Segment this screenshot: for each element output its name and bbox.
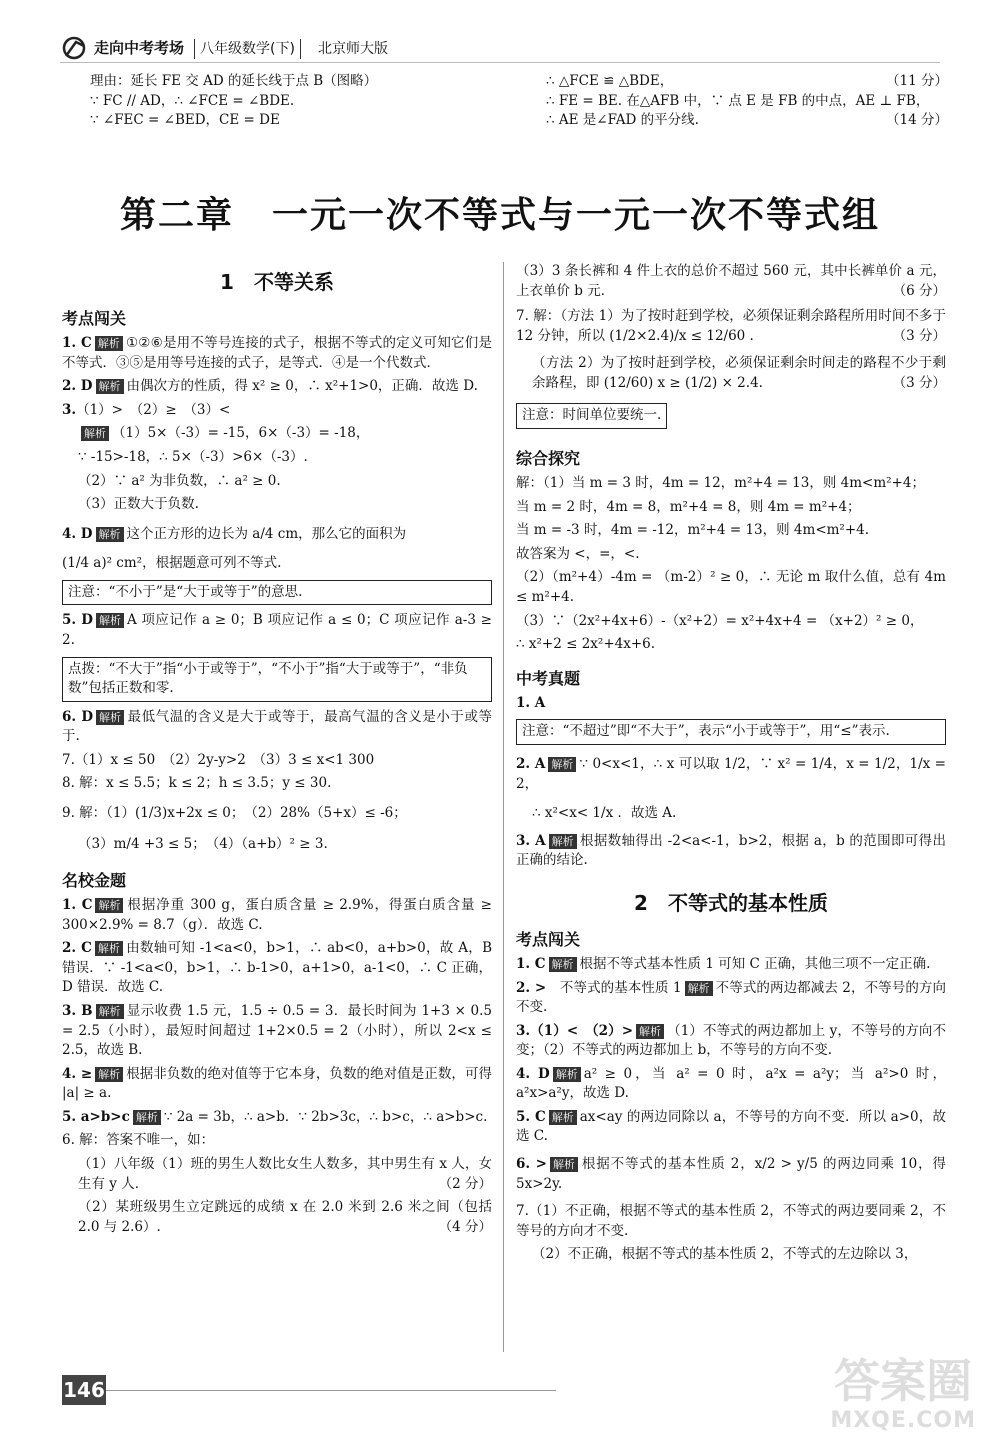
analysis-tag: 解析 bbox=[549, 957, 577, 972]
answer-text: 解：（1）当 m = 3 时，4m = 12，m²+4 = 13，则 4m<m²+4； bbox=[516, 475, 925, 492]
answer-text: ∴ x²+2 ≤ 2x²+4x+6. bbox=[516, 636, 656, 653]
answer-text: 显示收费 1.5 元，1.5 ÷ 0.5 = 3．最长时间为 1+3 × 0.5 = 2.5（小时），最短时间超过 1+2×0.5 = 2（小时），所以 2<x ≤ 2.5，故选 B. bbox=[62, 1003, 492, 1059]
answer-text: （1）> （2）≥ （3）< bbox=[76, 401, 231, 418]
answer-num: 2. A bbox=[516, 755, 546, 772]
answer-text: 7. 解：（方法 1）为了按时赶到学校，必须保证剩余路程所用时间不多于 12 分钟，所以 (1/2×2.4)/x ≤ 12/60 . bbox=[516, 308, 946, 344]
answer-text: a² ≥ 0，当 a² = 0 时，a²x = a²y；当 a²>0 时，a²x>a²y，故选 D. bbox=[516, 1065, 946, 1102]
answer-text: （3）3 条长裤和 4 件上衣的总价不超过 560 元，其中长裤单价 a 元，上衣单价 b 元． bbox=[516, 263, 946, 299]
answer-text: 不等式的两边都减去 2，不等号的方向不变. bbox=[516, 979, 947, 1016]
book-edition: 北京师大版 bbox=[318, 41, 388, 57]
subsection-title: 考点闯关 bbox=[62, 309, 127, 328]
answer-text: （2）不正确，根据不等式的基本性质 2，不等式的左边除以 3， bbox=[532, 1246, 918, 1263]
book-brand: 走向中考考场 bbox=[94, 39, 185, 57]
score: （6 分） bbox=[892, 282, 946, 299]
analysis-tag: 解析 bbox=[95, 1067, 123, 1082]
answer-text: 7.（1）不正确，根据不等式的基本性质 2，不等式的两边要同乘 2，不等号的方向才不变. bbox=[516, 1203, 946, 1239]
answer-num: 6. > bbox=[516, 1156, 547, 1172]
answer-text: ∵ -15>-18，∴ 5×（-3）>6×（-3）. bbox=[78, 449, 308, 465]
answer-text: （1）八年级（1）班的男生人数比女生人数多，其中男生有 x 人，女生有 y 人． bbox=[78, 1155, 492, 1192]
answer-text: （3）正数大于负数. bbox=[78, 496, 199, 513]
score: （2 分） bbox=[438, 1175, 492, 1192]
analysis-tag: 解析 bbox=[96, 1004, 124, 1019]
answer-num: 5. a>b>c bbox=[62, 1108, 130, 1125]
score: （14 分） bbox=[886, 112, 948, 129]
tip-box: 点拨：“不大于”指“小于或等于”，“不小于”指“大于或等于”，“非负数”包括正数和零. bbox=[62, 657, 492, 702]
subsection-title: 考点闯关 bbox=[516, 929, 581, 949]
answer-text: 由数轴可知 -1<a<0，b>1，∴ ab<0，a+b>0，故 A，B 错误．∵ -1<a<0，b>1，∴ b-1>0，a+1>0，a-1<0，∴ C 正确，D 错误．故选 C. bbox=[62, 940, 492, 996]
answer-text: 这个正方形的边长为 a/4 cm，那么它的面积为 bbox=[126, 525, 407, 542]
score: （4 分） bbox=[438, 1218, 492, 1235]
analysis-tag: 解析 bbox=[81, 426, 109, 441]
answer-text: 故答案为 <，=，<. bbox=[516, 545, 640, 562]
analysis-tag: 解析 bbox=[95, 898, 123, 913]
watermark-url: MXQE.COM bbox=[830, 1408, 976, 1434]
answer-text: 根据净重 300 g，蛋白质含量 ≥ 2.9%，得蛋白质含量 ≥ 300×2.9% = 8.7（g）．故选 C. bbox=[62, 897, 492, 933]
answer-num: 1. A bbox=[516, 694, 546, 711]
footer-rule bbox=[106, 1390, 556, 1391]
subsection-title: 综合探究 bbox=[516, 448, 581, 468]
answer-text: （2）（m²+4）-4m = （m-2）² ≥ 0，∴ 无论 m 取什么值，总有 4m ≤ m²+4. bbox=[516, 569, 946, 605]
answer-text: 根据不等式的基本性质 2，x/2 > y/5 的两边同乘 10，得 5x>2y. bbox=[516, 1156, 946, 1192]
analysis-tag: 解析 bbox=[96, 710, 124, 725]
answer-text: 当 m = 2 时，4m = 8，m²+4 = 8，则 4m = m²+4； bbox=[516, 498, 861, 515]
analysis-tag: 解析 bbox=[685, 981, 713, 996]
answer-text: 9. 解：（1）(1/3)x+2x ≤ 0； （2）28%（5+x）≤ -6； bbox=[62, 804, 407, 821]
answer-text: 当 m = -3 时，4m = -12，m²+4 = 13，则 4m<m²+4. bbox=[516, 522, 870, 539]
answer-text: （3）∵（2x²+4x+6）-（x²+2）= x²+4x+4 = （x+2）² ≥ 0， bbox=[516, 612, 924, 629]
analysis-tag: 解析 bbox=[95, 941, 123, 956]
right-column bbox=[516, 262, 946, 1269]
analysis-tag: 解析 bbox=[549, 834, 577, 849]
answer-num: 3. A bbox=[516, 832, 546, 849]
answer-text: 不等式的基本性质 1 bbox=[559, 979, 682, 996]
answer-num: 3. B bbox=[62, 1003, 93, 1019]
answer-text: 6. 解：答案不唯一，如： bbox=[62, 1132, 215, 1149]
answer-num: 1. C bbox=[62, 335, 92, 352]
book-grade: 八年级数学(下) bbox=[194, 39, 301, 59]
analysis-tag: 解析 bbox=[95, 336, 123, 351]
answer-text: (1/4 a)² cm²，根据题意可列不等式. bbox=[62, 555, 282, 572]
answer-text: 根据非负数的绝对值等于它本身，负数的绝对值是正数，可得 |a| ≥ a. bbox=[62, 1065, 492, 1102]
section-title: 2 不等式的基本性质 bbox=[634, 890, 828, 915]
score: （11 分） bbox=[886, 73, 948, 89]
answer-num: 5. D bbox=[62, 612, 93, 629]
text-line: ∵ ∠FEC = ∠BED，CE = DE bbox=[90, 112, 280, 129]
answer-text: 根据数轴得出 -2<a<-1，b>2，根据 a，b 的范围即可得出正确的结论. bbox=[516, 832, 946, 869]
page-header bbox=[60, 34, 940, 63]
analysis-tag: 解析 bbox=[133, 1110, 161, 1125]
answer-text: 由偶次方的性质，得 x² ≥ 0，∴ x²+1>0，正确．故选 D. bbox=[126, 378, 478, 395]
answer-text: 8. 解：x ≤ 5.5；k ≤ 2；h ≤ 3.5；y ≤ 30. bbox=[62, 775, 332, 792]
runner-logo-icon bbox=[60, 36, 90, 60]
answer-text: ∵ 2a = 3b，∴ a>b．∵ 2b>3c，∴ b>c，∴ a>b>c. bbox=[163, 1108, 488, 1125]
answer-num: 4. D bbox=[516, 1065, 550, 1082]
answer-num: 2. D bbox=[62, 378, 93, 395]
column-divider bbox=[503, 262, 504, 1352]
score: （3 分） bbox=[892, 327, 946, 344]
answer-num: 3. bbox=[62, 401, 77, 418]
watermark-title: 答案圈 bbox=[834, 1354, 973, 1409]
answer-num: 3.（1）< （2）> bbox=[516, 1022, 634, 1039]
carryover-right bbox=[546, 72, 948, 131]
text-line: ∴ AE 是∠FAD 的平分线. bbox=[546, 112, 699, 129]
answer-text: A 项应记作 a ≥ 0；B 项应记作 a ≤ 0；C 项应记作 a-3 ≥ 2. bbox=[62, 612, 492, 648]
answer-num: 2. > bbox=[516, 979, 547, 996]
analysis-tag: 解析 bbox=[96, 379, 124, 394]
answer-num: 4. D bbox=[62, 525, 93, 542]
page-number: 146 bbox=[62, 1375, 106, 1405]
subsection-title: 中考真题 bbox=[516, 668, 581, 688]
answer-num: 1. C bbox=[62, 897, 93, 914]
analysis-tag: 解析 bbox=[96, 527, 124, 542]
answer-text: ∴ x²<x< 1/x ．故选 A. bbox=[532, 805, 677, 822]
analysis-tag: 解析 bbox=[96, 613, 124, 628]
answer-num: 6. D bbox=[62, 708, 94, 725]
answer-text: 根据不等式基本性质 1 可知 C 正确，其他三项不一定正确. bbox=[579, 955, 931, 972]
subsection-title: 名校金题 bbox=[62, 871, 127, 890]
note-box: 注意：“不超过”即“不大于”，表示“小于或等于”，用“≤”表示. bbox=[516, 719, 946, 745]
answer-text: ①②⑥是用不等号连接的式子，根据不等式的定义可知它们是不等式．③⑤是用等号连接的式子，是等式．④是一个代数式． bbox=[62, 335, 492, 371]
note-box: 注意：“不小于”是“大于或等于”的意思. bbox=[62, 580, 492, 606]
answer-num: 5. C bbox=[516, 1108, 546, 1125]
answer-text: （1）不等式的两边都加上 y，不等号的方向不变；（2）不等式的两边都加上 b，不等号的方向不变. bbox=[516, 1022, 946, 1059]
analysis-tag: 解析 bbox=[553, 1067, 581, 1082]
answer-text: （2）∵ a² 为非负数，∴ a² ≥ 0. bbox=[78, 472, 281, 489]
answer-text: ∵ 0<x<1，∴ x 可以取 1/2，∵ x² = 1/4，x = 1/2，1/x = 2， bbox=[516, 755, 946, 792]
text-line: ∴ △FCE ≌ △BDE， bbox=[546, 73, 674, 89]
text-line: ∵ FC // AD，∴ ∠FCE = ∠BDE. bbox=[90, 92, 295, 109]
chapter-title: 第二章 一元一次不等式与一元一次不等式组 bbox=[119, 195, 880, 236]
left-column bbox=[62, 262, 492, 1241]
answer-text: ax<ay 的两边同除以 a，不等号的方向不变．所以 a>0，故选 C. bbox=[516, 1108, 946, 1145]
answer-text: （方法 2）为了按时赶到学校，必须保证剩余时间走的路程不少于剩余路程，即 (12/60) x ≥ (1/2) × 2.4. bbox=[532, 355, 946, 391]
answer-num: 4. ≥ bbox=[62, 1065, 93, 1082]
analysis-tag: 解析 bbox=[549, 1110, 577, 1125]
answer-text: （2）某班级男生立定跳远的成绩 x 在 2.0 米到 2.6 米之间（包括 2.0 与 2.6）. bbox=[78, 1199, 492, 1235]
score: （3 分） bbox=[892, 374, 946, 391]
analysis-tag: 解析 bbox=[548, 757, 576, 772]
section-title: 1 不等关系 bbox=[220, 270, 334, 294]
answer-num: 1. C bbox=[516, 955, 546, 972]
answer-num: 2. C bbox=[62, 940, 92, 957]
answer-text: 7.（1）x ≤ 50 （2）2y-y>2 （3）3 ≤ x<1 300 bbox=[62, 751, 375, 768]
note-box: 注意：时间单位要统一. bbox=[516, 403, 667, 429]
carryover-left bbox=[90, 72, 500, 131]
answer-text: 最低气温的含义是大于或等于，最高气温的含义是小于或等于. bbox=[62, 708, 492, 745]
analysis-tag: 解析 bbox=[550, 1157, 578, 1172]
answer-text: （1）5×（-3）= -15，6×（-3）= -18， bbox=[112, 425, 370, 442]
watermark bbox=[830, 1354, 976, 1437]
text-line: 理由：延长 FE 交 AD 的延长线于点 B（图略） bbox=[90, 73, 378, 89]
answer-text: （3）m/4 +3 ≤ 5； （4）（a+b）² ≥ 3. bbox=[78, 836, 328, 853]
analysis-tag: 解析 bbox=[636, 1024, 664, 1039]
text-line: ∴ FE = BE. 在△AFB 中，∵ 点 E 是 FB 的中点，AE ⊥ FB， bbox=[546, 92, 930, 109]
